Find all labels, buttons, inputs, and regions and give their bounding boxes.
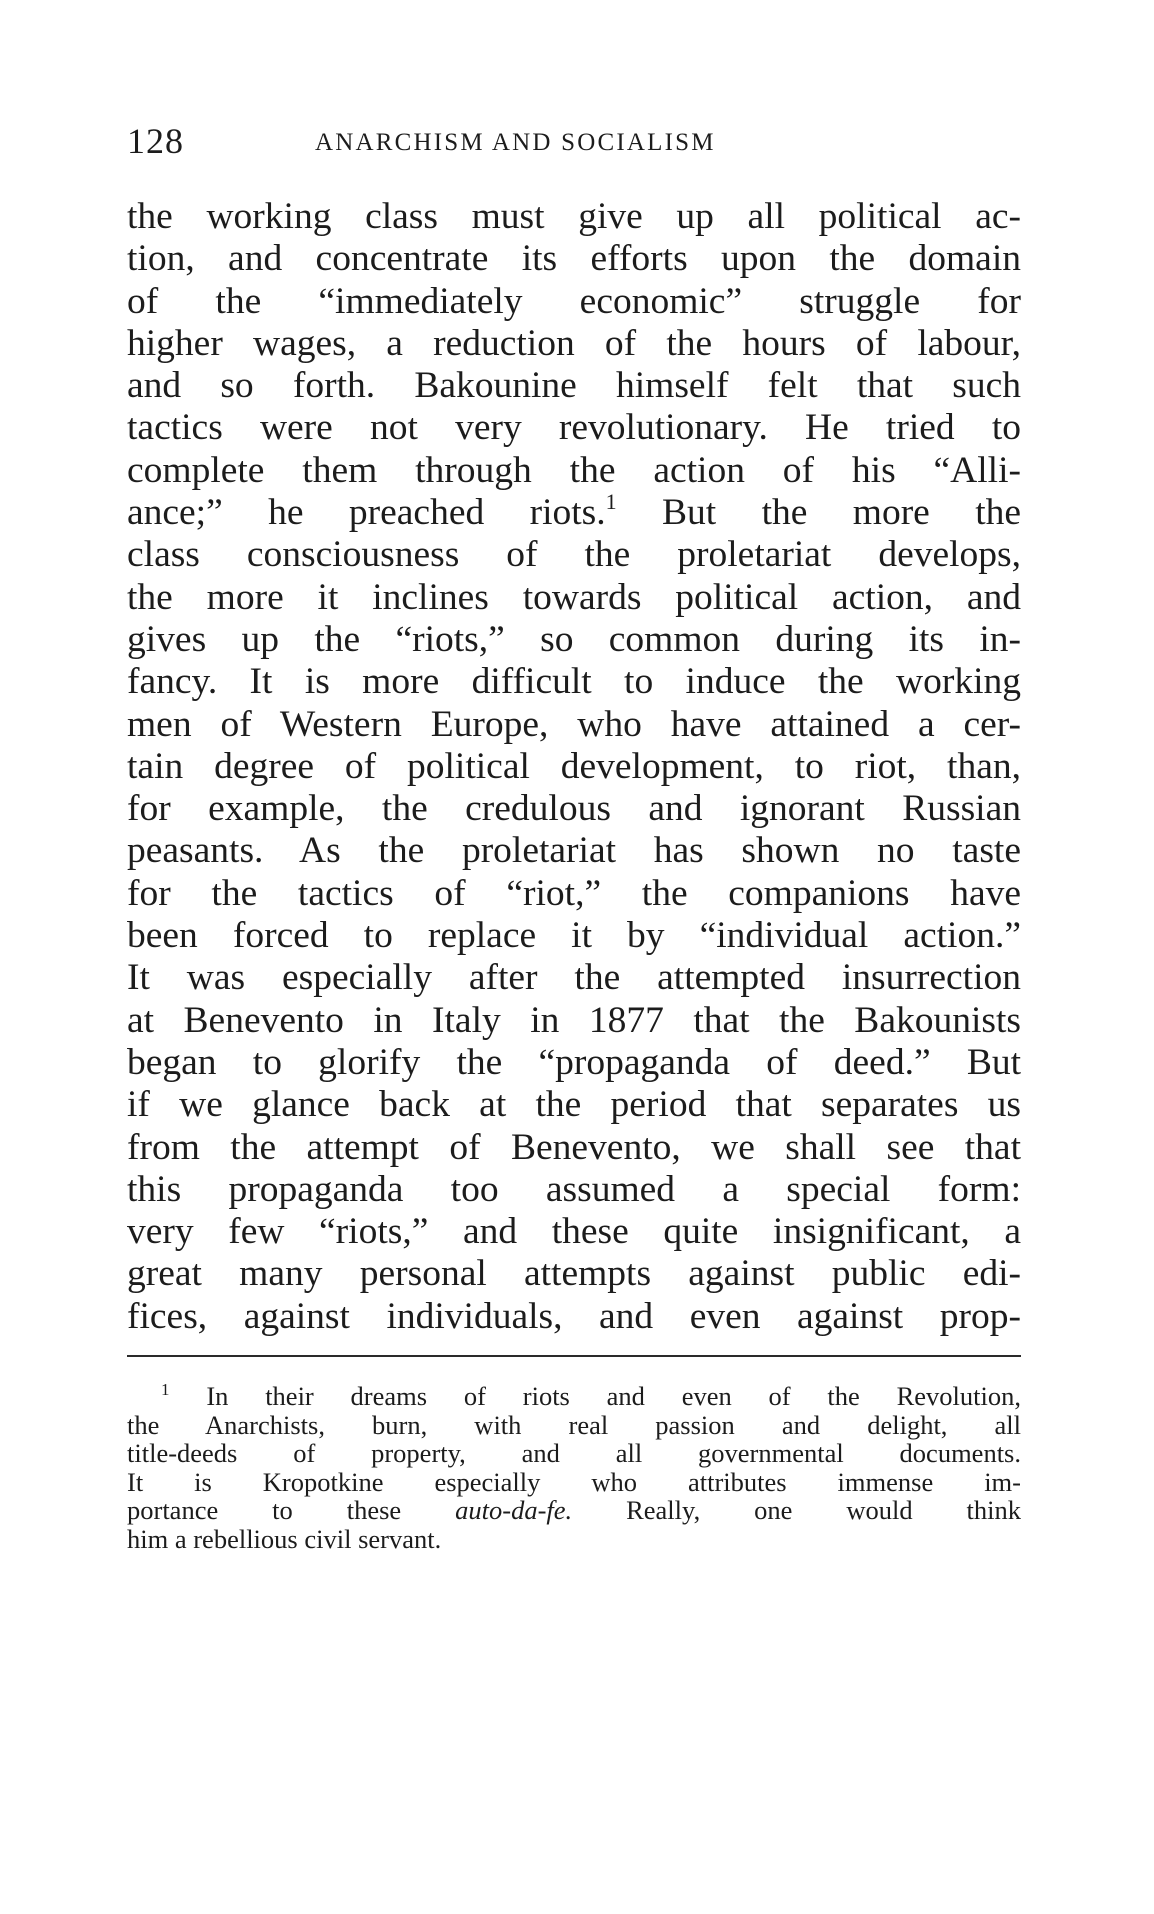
body-line: began to glorify the “propaganda of deed.” But [127,1041,1021,1083]
body-line: from the attempt of Benevento, we shall see that [127,1126,1021,1168]
body-line: at Benevento in Italy in 1877 that the Bakounists [127,999,1021,1041]
body-line: been forced to replace it by “individual action.” [127,915,1021,957]
footnote-reference[interactable]: 1 [605,489,617,515]
body-line: fices, against individuals, and even against prop- [127,1295,1021,1337]
body-line-segment: But the more the [662,492,1022,534]
body-line: tion, and concentrate its efforts upon the domain [127,238,1021,280]
footnote-line-text: portance to these [127,1495,402,1525]
body-line: men of Western Europe, who have attained a cer- [127,703,1021,745]
body-line: great many personal attempts against public edi- [127,1253,1021,1295]
body-line: for example, the credulous and ignorant Russian [127,788,1021,830]
body-line: tain degree of political development, to riot, than, [127,745,1021,787]
footnote-mark: 1 [161,1380,170,1399]
body-line: It was especially after the attempted insurrection [127,957,1021,999]
footnote-line: title-deeds of property, and all governmental documents. [127,1438,1021,1468]
body-line: of the “immediately economic” struggle for [127,280,1021,322]
body-line: very few “riots,” and these quite insignificant, a [127,1211,1021,1253]
footnote-line-text: In their dreams of riots and even of the Revolution, [206,1381,1022,1411]
footnote-line [127,1496,1021,1525]
running-title: ANARCHISM AND SOCIALISM [315,129,716,156]
running-head [127,120,1021,166]
footnote [127,1382,1021,1553]
body-line: this propaganda too assumed a special form: [127,1168,1021,1210]
footnote-line: him a rebellious civil servant. [127,1523,442,1554]
footnote-divider [127,1355,1021,1357]
body-text [127,196,1021,1338]
body-line: tactics were not very revolutionary. He tried to [127,407,1021,449]
footnote-line: It is Kropotkine especially who attributes immense im- [127,1466,1021,1497]
body-line-segment: ance;” he preached riots. [127,492,606,534]
page-number: 128 [127,121,184,161]
body-line: the working class must give up all political ac- [127,196,1021,237]
footnote-line-text: Really, one would think [626,1495,1022,1525]
body-line-with-footnote-ref [127,489,1022,534]
footnote-line: the Anarchists, burn, with real passion and delight, all [127,1409,1021,1440]
body-line: complete them through the action of his “Alli- [127,449,1021,491]
body-line: gives up the “riots,” so common during its in- [127,618,1021,660]
body-line: for the tactics of “riot,” the companions have [127,872,1021,914]
footnote-line [127,1382,1021,1411]
body-line: and so forth. Bakounine himself felt that such [127,365,1021,407]
body-line: higher wages, a reduction of the hours of labour, [127,322,1021,364]
body-line: the more it inclines towards political action, and [127,576,1021,618]
body-line: peasants. As the proletariat has shown no taste [127,830,1021,872]
body-line: class consciousness of the proletariat develops, [127,534,1021,576]
body-line: fancy. It is more difficult to induce the working [127,661,1021,703]
body-line: if we glance back at the period that separates us [127,1084,1021,1126]
footnote-italic-term: auto-da-fe. [455,1495,573,1525]
